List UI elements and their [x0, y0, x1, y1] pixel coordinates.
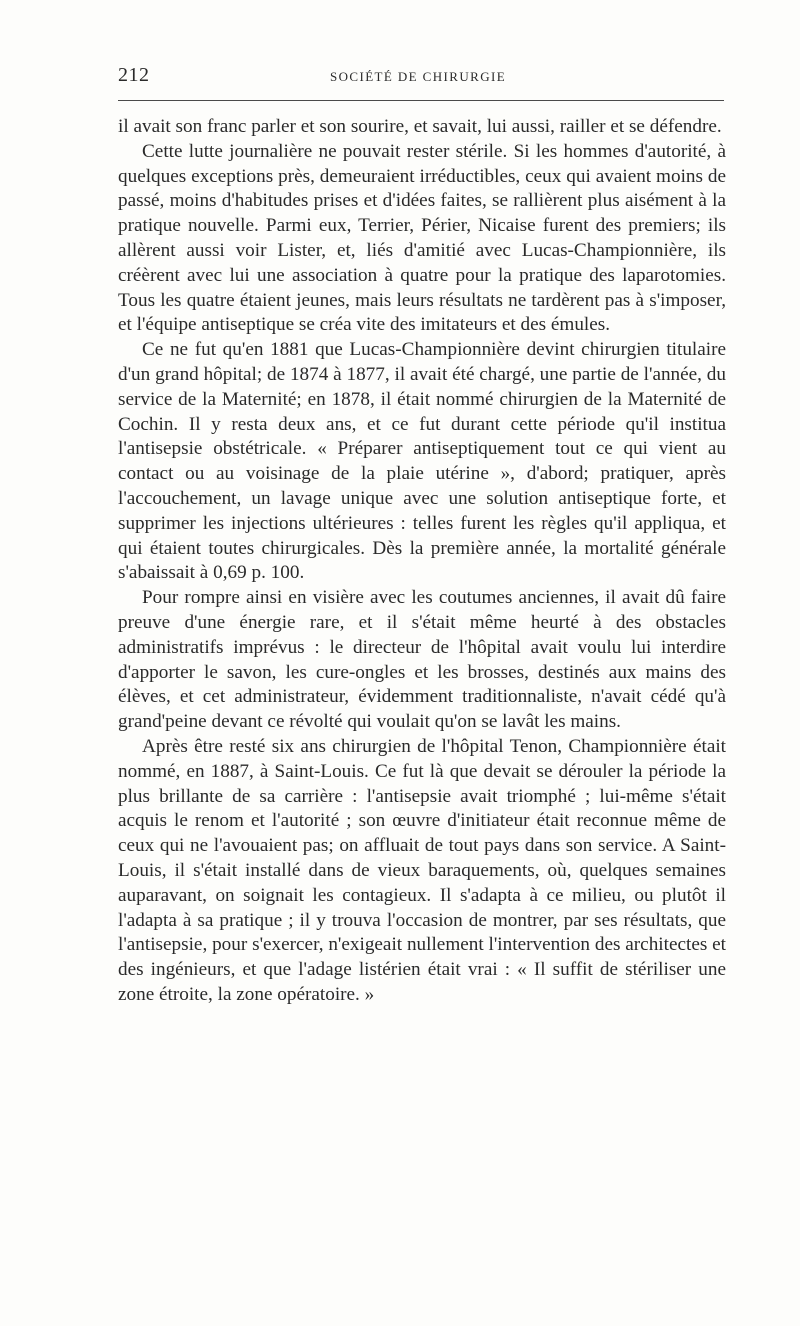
header-rule [118, 100, 724, 101]
page [118, 64, 726, 1008]
paragraph-continuation: il avait son franc parler et son sourire, et savait, lui aussi, railler et se défendre. [118, 116, 722, 137]
paragraph-adoption: Cette lutte journalière ne pouvait rester stérile. Si les hommes d'autorité, à quelques exceptions près, demeuraient irréductibles, ceux qui avaient moins de passé, moins d'habitudes prises et d'idées faites, se rallièrent plus aisément à la pratique nouvelle. Parmi eux, Terrier, Périer, Nicaise furent des premiers; ils allèrent aussi voir Lister, et, liés d'amitié avec Lucas-Championnière, ils créèrent avec lui une association à quatre pour la pratique des laparotomies. Tous les quatre étaient jeunes, mais leurs résultats ne tardèrent pas à s'imposer, et l'équipe antiseptique se créa vite des imitateurs et des émules. [118, 140, 726, 336]
running-title: SOCIÉTÉ DE CHIRURGIE [330, 69, 507, 84]
page-header [118, 64, 726, 92]
paragraph-saint-louis: Après être resté six ans chirurgien de l'hôpital Tenon, Championnière était nommé, en 1887, à Saint-Louis. Ce fut là que devait se dérouler la période la plus brillante de sa carrière : l'antisepsie avait triomphé ; lui-même s'était acquis le renom et l'autorité ; son œuvre d'initiateur était reconnue même de ceux qui ne l'avouaient pas; on affluait de tout pays dans son service. A Saint-Louis, il s'était installé dans de vieux baraquements, où, quelques semaines auparavant, on soignait les contagieux. Il s'adapta à ce milieu, ou plutôt il l'adapta à sa pratique ; il y trouva l'occasion de montrer, par ses résultats, que l'antisepsie, pour s'exercer, n'exigeait nullement l'intervention des architectes et des ingénieurs, et que l'adage listérien était vrai : « Il suffit de stériliser une zone étroite, la zone opératoire. » [118, 735, 726, 1005]
paragraph-maternity: Ce ne fut qu'en 1881 que Lucas-Championnière devint chirurgien titulaire d'un grand hôpital; de 1874 à 1877, il avait été chargé, une partie de l'année, du service de la Maternité; en 1878, il était nommé chirurgien de la Maternité de Cochin. Il y resta deux ans, et ce fut durant cette période qu'il institua l'antisepsie obstétricale. « Préparer antiseptiquement tout ce qui vient au contact ou au voisinage de la plaie utérine », d'abord; pratiquer, après l'accouchement, un lavage unique avec une solution antiseptique forte, et supprimer les injections ultérieures : telles furent les règles qu'il appliqua, et qui étaient toutes chirurgicales. Dès la première année, la mortalité générale s'abaissait à 0,69 p. 100. [118, 339, 726, 584]
paragraph-obstacles: Pour rompre ainsi en visière avec les coutumes anciennes, il avait dû faire preuve d'une énergie rare, et il s'était même heurté à des obstacles administratifs imprévus : le directeur de l'hôpital avait voulu lui interdire d'apporter le savon, les cure-ongles et les brosses, destinés aux mains des élèves, et cet administrateur, évidemment traditionnaliste, n'avait cédé qu'à grand'peine devant ce révolté qui voulait qu'on se lavât les mains. [118, 587, 726, 733]
page-number: 212 [118, 64, 150, 86]
body-text [118, 115, 726, 1008]
